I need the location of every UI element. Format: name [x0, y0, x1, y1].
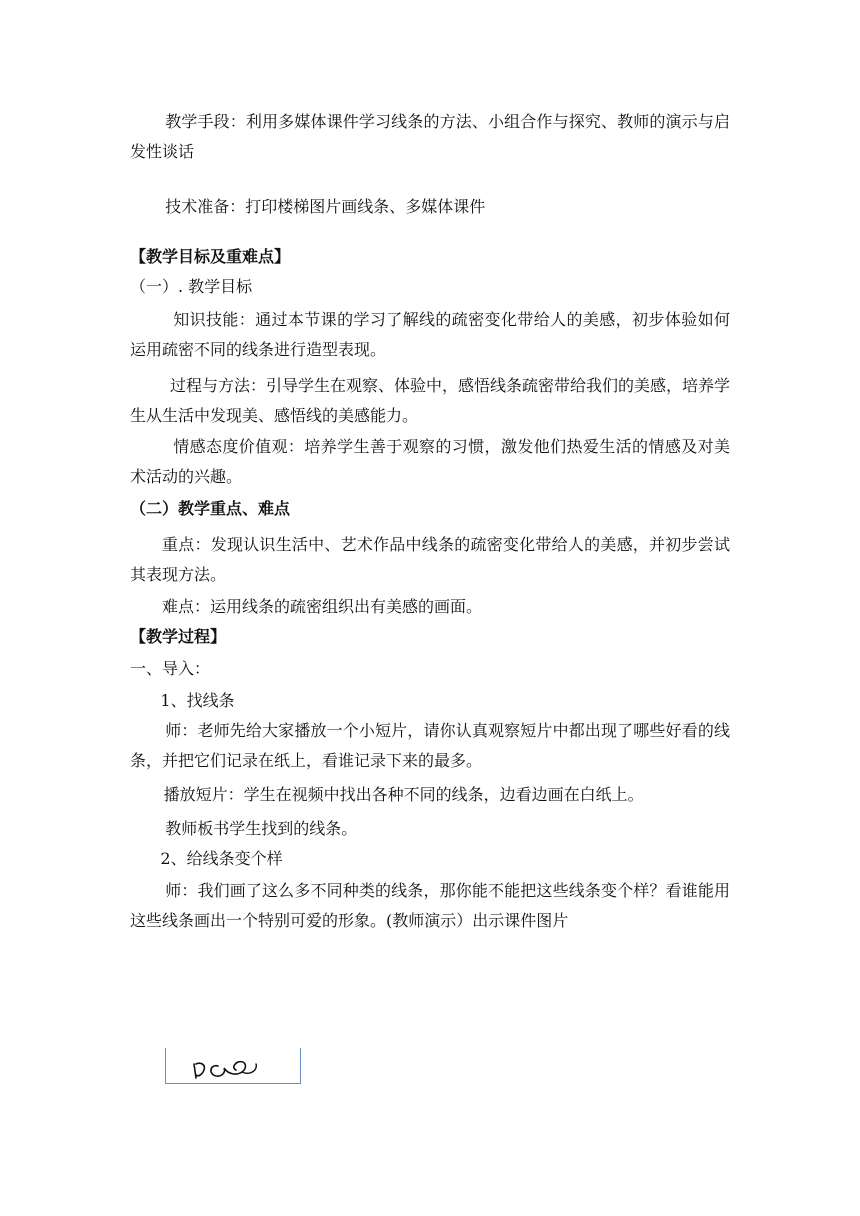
knowledge-skills-paragraph: 知识技能：通过本节课的学习了解线的疏密变化带给人的美感，初步体验如何运用疏密不同的线条进行造型表现。: [130, 310, 730, 359]
process-method-paragraph: 过程与方法：引导学生在观察、体验中，感悟线条疏密带给我们的美感，培养学生从生活中发现美、感悟线的美感能力。: [130, 376, 731, 425]
handdrawn-lines-image: [166, 1048, 300, 1083]
heading-goals: 【教学目标及重难点】: [130, 247, 291, 266]
emotion-paragraph: 情感态度价值观：培养学生善于观察的习惯，激发他们热爱生活的情感及对美术活动的兴趣。: [130, 437, 730, 486]
tech-prep-paragraph: 技术准备：打印楼梯图片画线条、多媒体课件: [165, 197, 486, 216]
board-writing-paragraph: 教师板书学生找到的线条。: [165, 819, 358, 838]
subheading-goals: （一）. 教学目标: [130, 277, 253, 296]
play-video-paragraph: 播放短片：学生在视频中找出各种不同的线条，边看边画在白纸上。: [163, 785, 644, 804]
teaching-means-paragraph: 教学手段：利用多媒体课件学习线条的方法、小组合作与探究、教师的演示与启发性谈话: [130, 112, 730, 161]
courseware-image-fragment: [165, 1048, 301, 1084]
key-point-paragraph: 重点：发现认识生活中、艺术作品中线条的疏密变化带给人的美感，并初步尝试其表现方法。: [130, 535, 730, 584]
step-change-lines: 2、给线条变个样: [160, 849, 283, 868]
difficulty-paragraph: 难点：运用线条的疏密组织出有美感的画面。: [162, 597, 483, 616]
step-find-lines: 1、找线条: [160, 691, 235, 710]
teacher-demo-paragraph: 师：我们画了这么多不同种类的线条，那你能不能把这些线条变个样？看谁能用这些线条画出一个特别可爱的形象。(教师演示）出示课件图片: [130, 881, 730, 930]
intro-heading: 一、导入：: [130, 659, 211, 678]
subheading-key-points: （二）教学重点、难点: [130, 499, 291, 518]
teacher-video-paragraph: 师：老师先给大家播放一个小短片，请你认真观察短片中都出现了哪些好看的线条，并把它们记录在纸上，看谁记录下来的最多。: [130, 721, 730, 770]
heading-process: 【教学过程】: [130, 627, 227, 646]
